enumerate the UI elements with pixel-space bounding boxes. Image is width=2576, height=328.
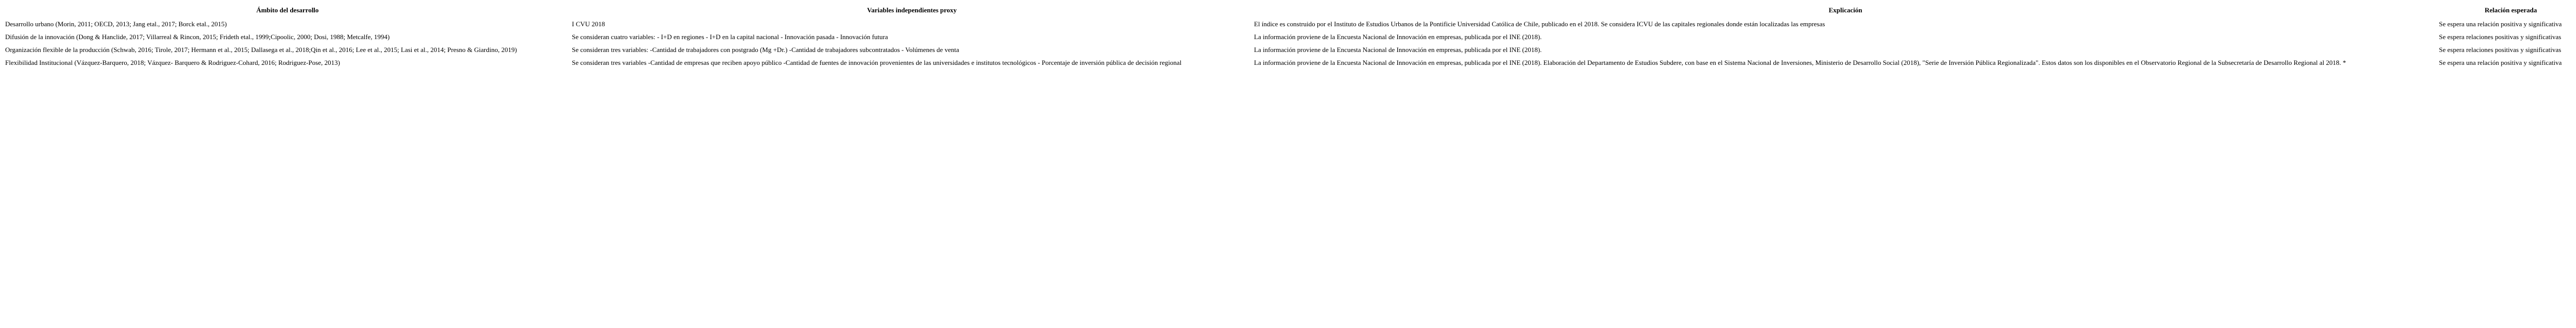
cell-explicacion: La información proviene de la Encuesta Nacional de Innovación en empresas, publicada por el INE (2018). [1254, 33, 1542, 41]
cell-explicacion: La información proviene de la Encuesta Nacional de Innovación en empresas, publicada por el INE (2018). [1254, 46, 1542, 54]
table-row [4, 18, 2576, 31]
header-row [4, 4, 2576, 18]
table-row [4, 44, 2576, 57]
table-row [4, 31, 2576, 44]
cell-relacion: Se espera relaciones positivas y significativas [2439, 46, 2562, 54]
cell-ambito: Organización flexible de la producción (Schwab, 2016; Tirole, 2017; Hermann et al., 2015; Dallasega et al., 2018;Qin et al., 2016; Lee et al., 2015; Lasi et al., 2014; Presno & Giardino, 2019) [5, 46, 517, 54]
cell-explicacion: El índice es construido por el Instituto de Estudios Urbanos de la Pontificie Universidad Católica de Chile, publicado en el 2018. Se considera ICVU de las capitales regionales donde están localizadas las empresas [1254, 20, 1825, 28]
cell-variables: Se consideran tres variables: -Cantidad de trabajadores con postgrado (Mg +Dr.) -Cantidad de trabajadores subcontratados - Volúmenes de venta [572, 46, 959, 54]
cell-variables: Se consideran tres variables -Cantidad de empresas que reciben apoyo público -Cantidad de fuentes de innovación provenientes de las universidades e institutos tecnológicos - Porcentaje de inversión pública de decisión regional [572, 59, 1182, 66]
header-relacion: Relación esperada [2484, 6, 2537, 14]
table-header [4, 4, 2576, 18]
table-body [4, 18, 2576, 70]
variables-table [4, 4, 2576, 70]
header-variables: Variables independientes proxy [867, 6, 957, 14]
cell-ambito: Difusión de la innovación (Dong & Hanclide, 2017; Villarreal & Rincon, 2015; Frideth etal., 1999;Cipoolic, 2000; Dosi, 1988; Metcalfe, 1994) [5, 33, 390, 41]
cell-explicacion: La información proviene de la Encuesta Nacional de Innovación en empresas, publicada por el INE (2018). Elaboración del Departamento de Estudios Subdere, con base en el Sistema Nacional de Inversiones, Ministerio de Desarrollo Social (2018), "Serie de Inversión Pública Regionalizada". Estos datos son los disponibles en el Observatorio Regional de la Subsecretaría de Desarrollo Regional al 2018. * [1254, 59, 2346, 66]
header-ambito: Ámbito del desarrollo [256, 6, 319, 14]
table-row [4, 57, 2576, 70]
cell-ambito: Flexibilidad Institucional (Vázquez-Barquero, 2018; Vázquez- Barquero & Rodriguez-Cohard, 2016; Rodriguez-Pose, 2013) [5, 59, 340, 66]
cell-relacion: Se espera una relación positiva y significativa [2439, 20, 2562, 28]
cell-relacion: Se espera una relación positiva y significativa [2439, 59, 2562, 66]
cell-relacion: Se espera relaciones positivas y significativas [2439, 33, 2562, 41]
cell-variables: I CVU 2018 [572, 20, 605, 28]
cell-variables: Se consideran cuatro variables: - I+D en regiones - I+D en la capital nacional - Innovación pasada - Innovación futura [572, 33, 888, 41]
header-explicacion: Explicación [1828, 6, 1862, 14]
cell-ambito: Desarrollo urbano (Morin, 2011; OECD, 2013; Jang etal., 2017; Borck etal., 2015) [5, 20, 227, 28]
